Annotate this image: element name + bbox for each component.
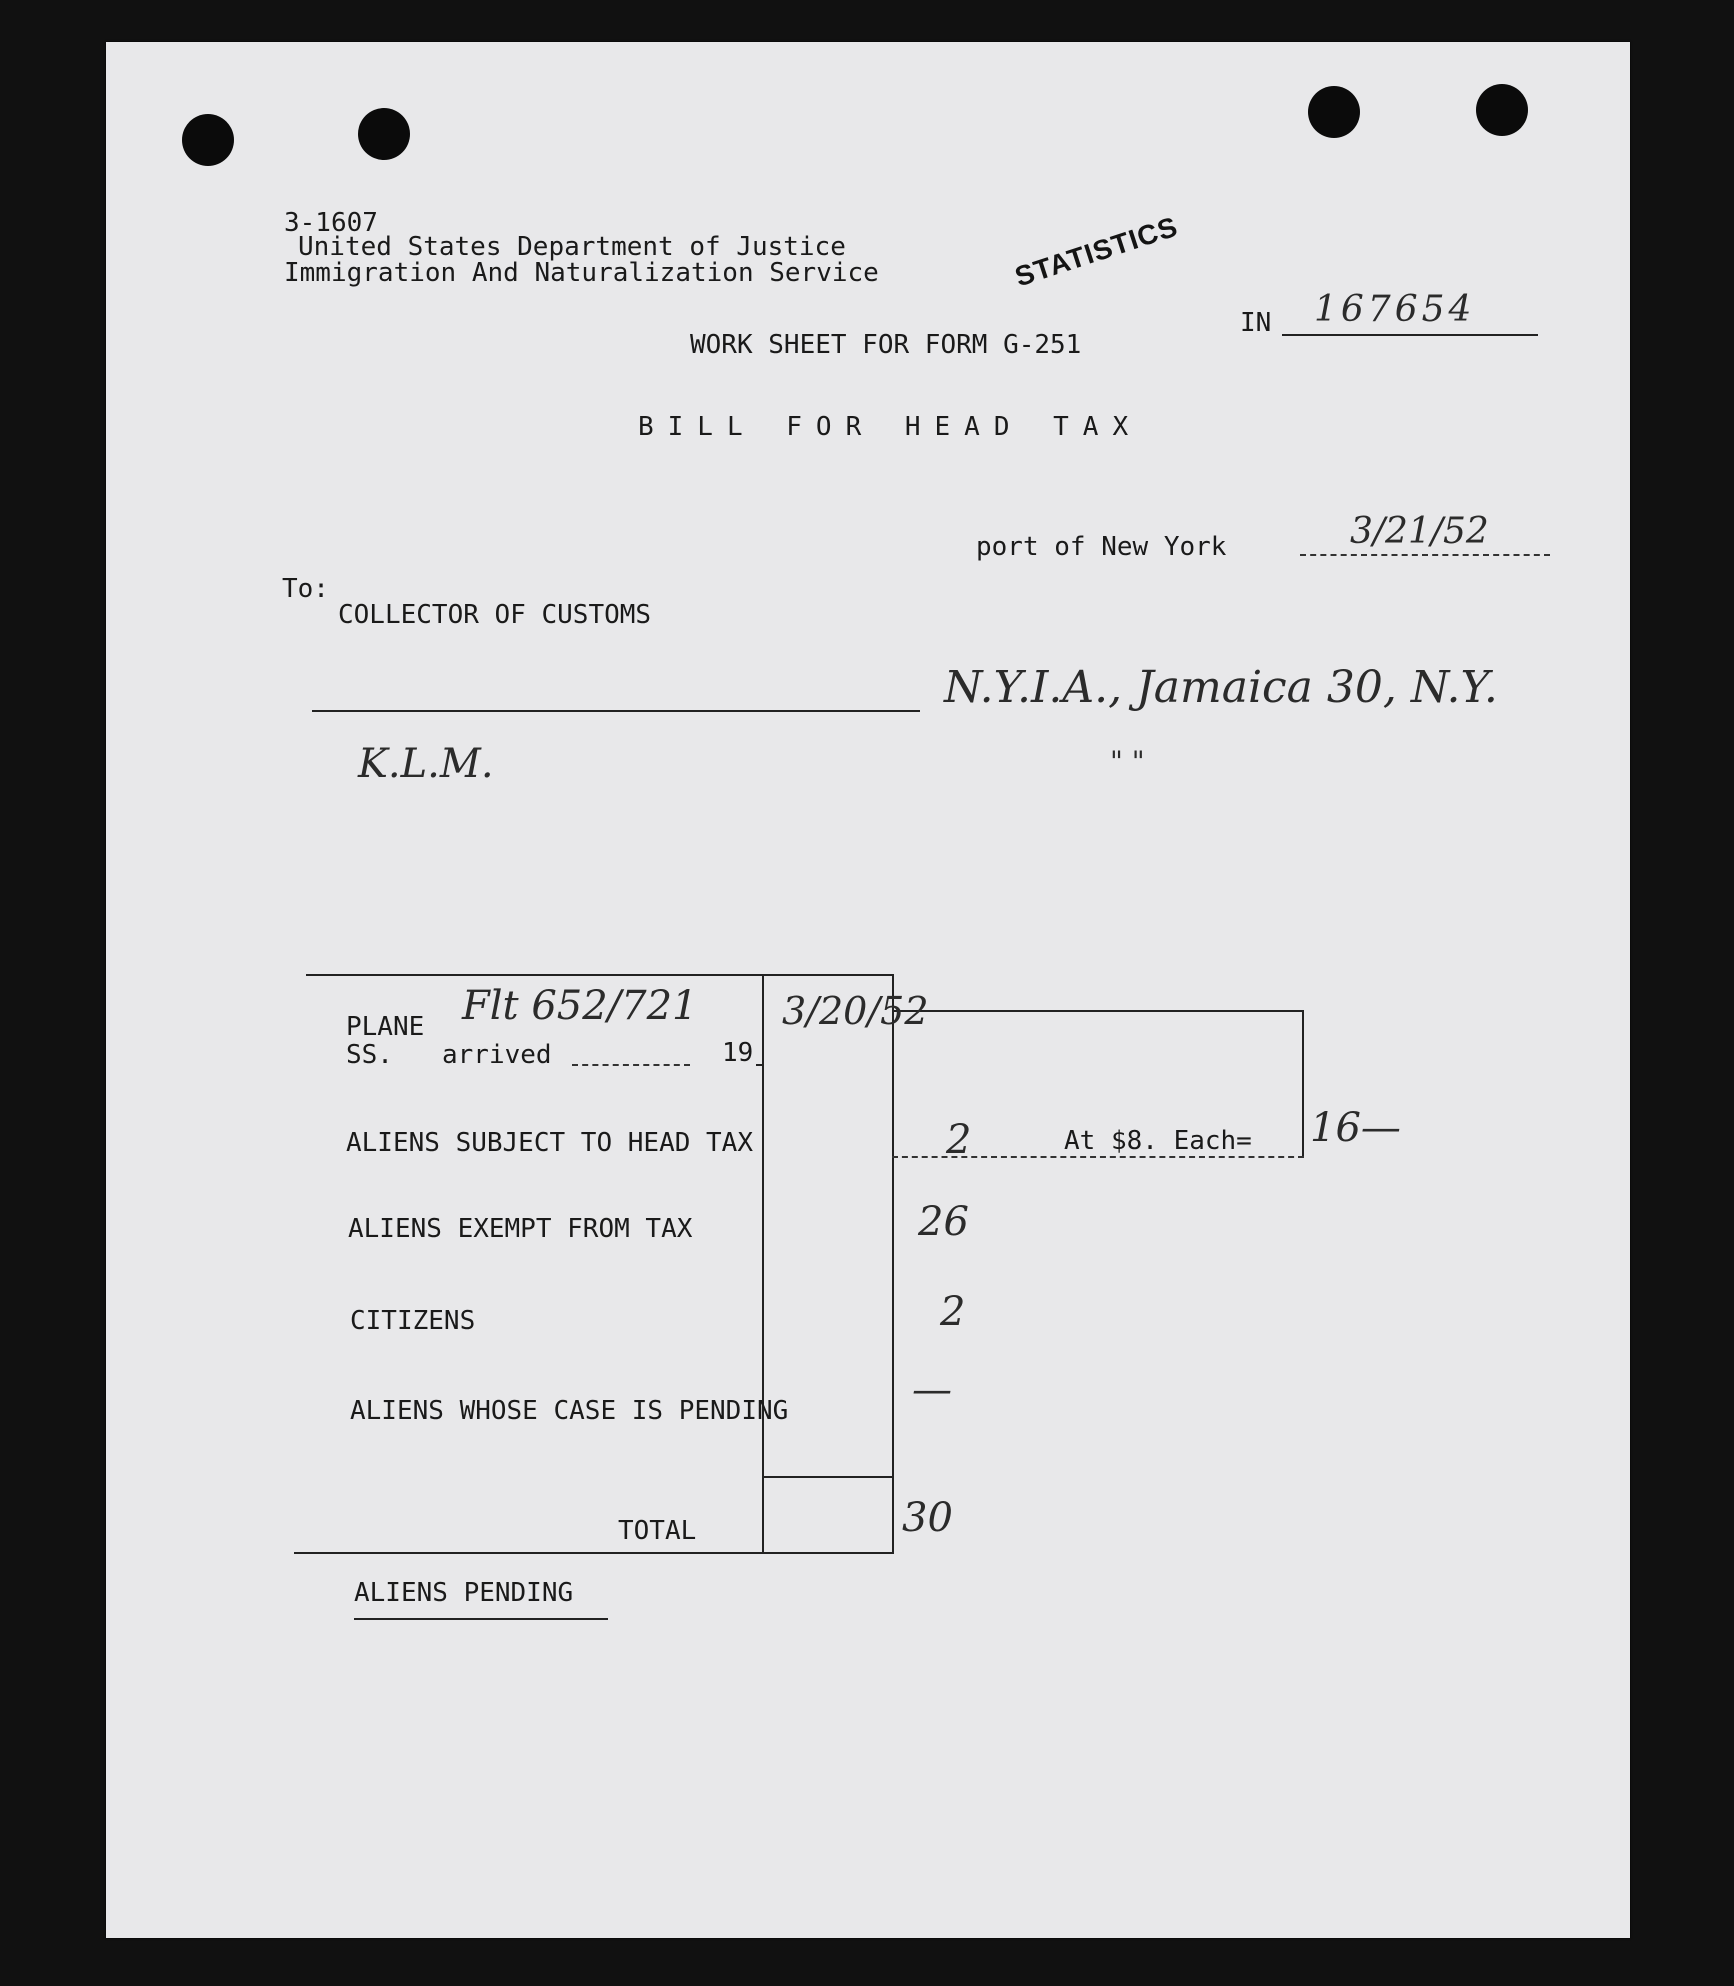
port-date-underline xyxy=(1300,554,1550,556)
row-label-citizens: CITIZENS xyxy=(350,1306,476,1336)
addressee-line xyxy=(312,710,920,712)
addressee: COLLECTOR OF CUSTOMS xyxy=(338,600,652,630)
in-number: 167654 xyxy=(1314,289,1476,330)
aliens-pending-underline xyxy=(354,1618,608,1620)
ss-label: SS. xyxy=(346,1040,393,1070)
statistics-stamp: STATISTICS xyxy=(1011,210,1182,293)
row-label-subject-to-tax: ALIENS SUBJECT TO HEAD TAX xyxy=(346,1128,753,1158)
carrier-handwritten: K.L.M. xyxy=(358,741,494,787)
rate-box-right xyxy=(1302,1010,1304,1158)
table-right-border xyxy=(892,974,894,1552)
arrived-line xyxy=(572,1064,690,1066)
service-name: Immigration And Naturalization Service xyxy=(284,258,879,288)
punch-hole xyxy=(1308,86,1360,138)
port-date: 3/21/52 xyxy=(1350,511,1489,552)
total-label: TOTAL xyxy=(618,1516,697,1546)
bill-title: BILL FOR HEAD TAX xyxy=(638,412,1143,442)
total-value: 30 xyxy=(902,1495,953,1541)
department-name: United States Department of Justice xyxy=(298,232,846,262)
row-value-pending: — xyxy=(912,1367,952,1413)
form-number: 3-1607 xyxy=(284,208,378,238)
in-number-underline xyxy=(1282,334,1538,336)
year-line xyxy=(756,1064,762,1066)
punch-hole xyxy=(358,108,410,160)
punch-hole xyxy=(182,114,234,166)
to-label: To: xyxy=(282,574,329,604)
location-handwritten: N.Y.I.A., Jamaica 30, N.Y. xyxy=(944,662,1498,713)
port-label: port of New York xyxy=(976,532,1227,562)
rate-total-handwritten: 16— xyxy=(1310,1105,1401,1151)
year-prefix: 19 xyxy=(722,1038,754,1068)
rate-box-top xyxy=(892,1010,1304,1012)
row-value-citizens: 2 xyxy=(940,1289,966,1335)
row-value-subject-to-tax: 2 xyxy=(946,1117,972,1163)
row-label-pending: ALIENS WHOSE CASE IS PENDING xyxy=(350,1396,789,1426)
table-top-border xyxy=(306,974,892,976)
ditto-marks: " " xyxy=(1110,745,1145,778)
row-value-exempt: 26 xyxy=(918,1199,969,1245)
table-middle-divider xyxy=(762,974,764,1552)
document-page xyxy=(106,42,1630,1938)
aliens-pending-label: ALIENS PENDING xyxy=(354,1578,574,1608)
worksheet-title: WORK SHEET FOR FORM G-251 xyxy=(690,330,1082,360)
table-bottom-border xyxy=(294,1552,894,1554)
rate-label: At $8. Each= xyxy=(1064,1126,1252,1156)
values-column-separator xyxy=(762,1476,894,1478)
arrived-label: arrived xyxy=(442,1040,552,1070)
plane-label: PLANE xyxy=(346,1012,425,1042)
in-label: IN xyxy=(1240,308,1272,338)
punch-hole xyxy=(1476,84,1528,136)
flight-handwritten: Flt 652/721 xyxy=(462,983,698,1029)
row-label-exempt: ALIENS EXEMPT FROM TAX xyxy=(348,1214,693,1244)
arrival-date-handwritten: 3/20/52 xyxy=(782,989,929,1033)
